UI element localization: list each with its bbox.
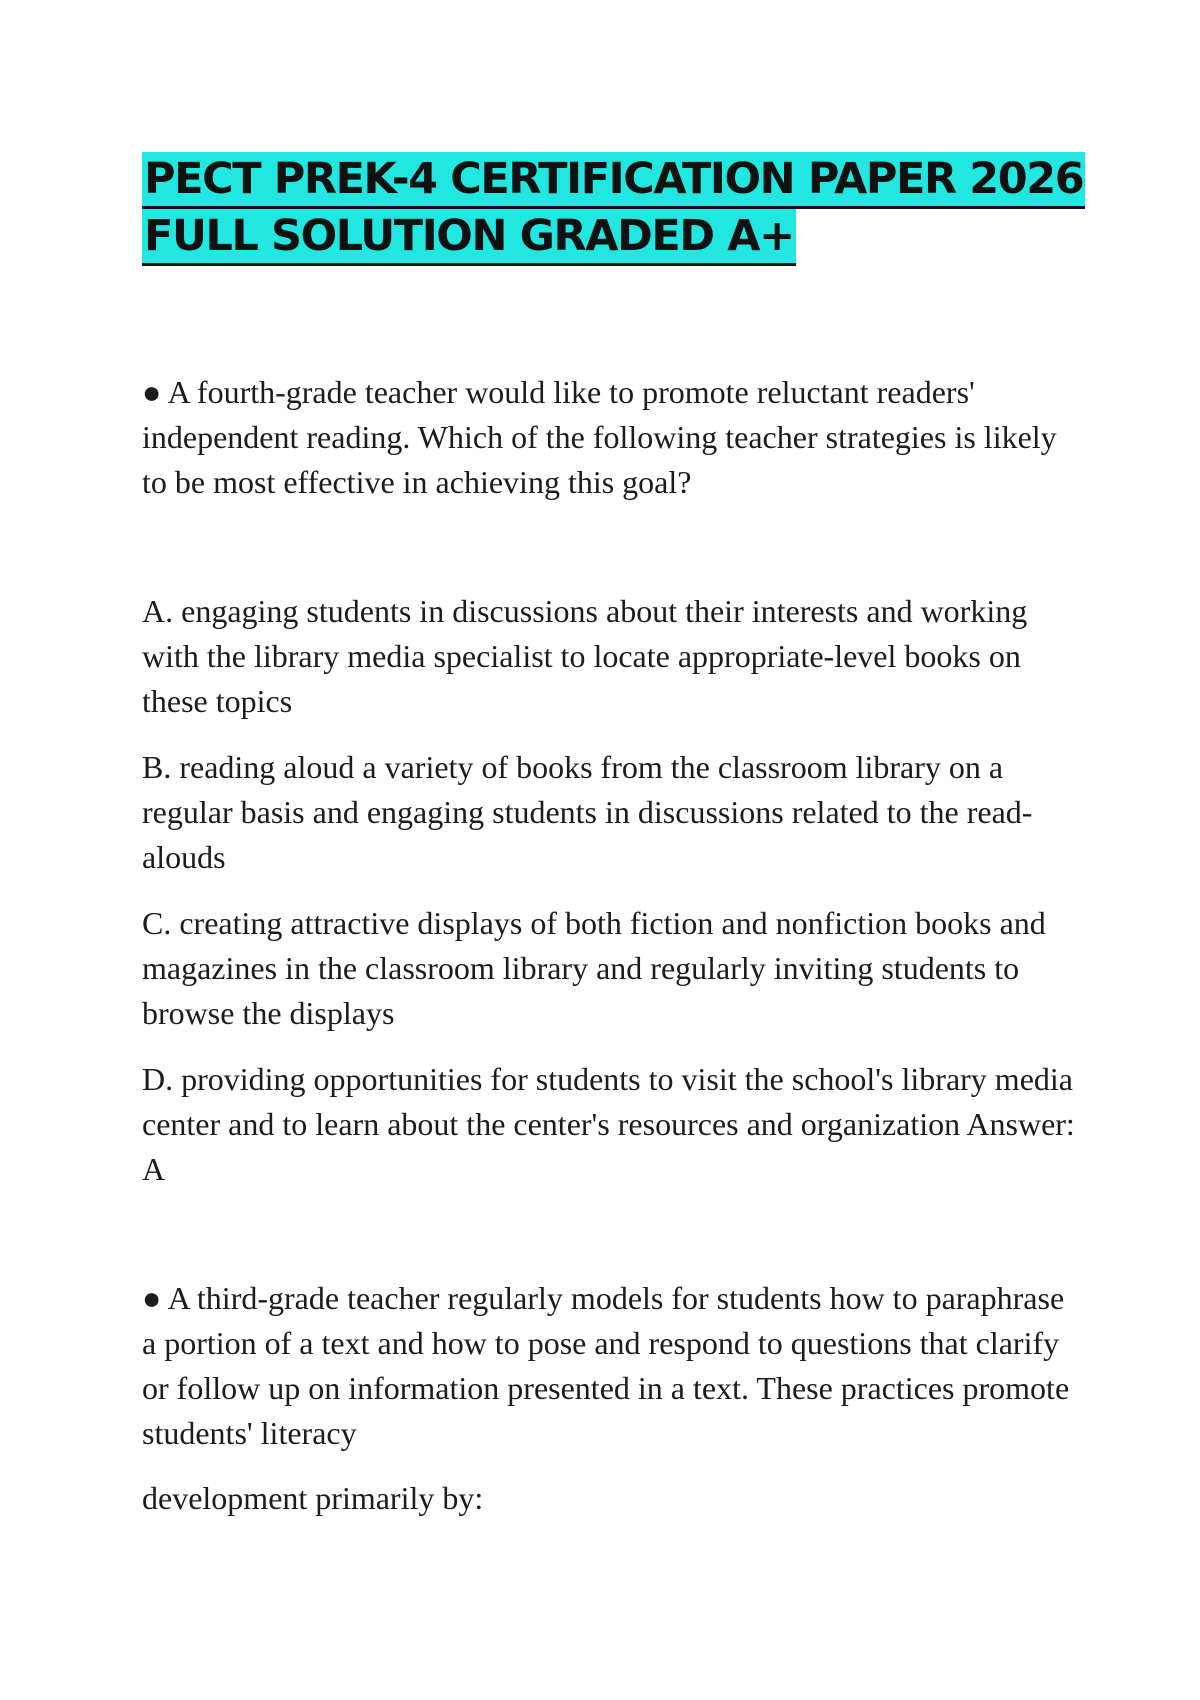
title-line-2: FULL SOLUTION GRADED A+ [142,209,796,266]
document-title [142,152,1082,266]
question-1-option-b: B. reading aloud a variety of books from the classroom library on a regular basis and engaging students in discussions related to the read-alouds [142,749,1033,875]
title-line-1: PECT PREK-4 CERTIFICATION PAPER 2026 [142,152,1085,209]
question-1-option-d: D. providing opportunities for students to visit the school's library media center and to learn about the center's resources and organization Answer: A [142,1061,1075,1187]
question-1-option-c: C. creating attractive displays of both fiction and nonfiction books and magazines in the classroom library and regularly inviting students to browse the displays [142,905,1046,1031]
question-2-stem: ● A third-grade teacher regularly models for students how to paraphrase a portion of a text and how to pose and respond to questions that clarify or follow up on information presented in a text. These practices promote students' literacy [142,1280,1070,1451]
question-1-option-a: A. engaging students in discussions about their interests and working with the library media specialist to locate appropriate-level books on these topics [142,593,1028,719]
question-1-stem: ● A fourth-grade teacher would like to promote reluctant readers' independent reading. Which of the following teacher strategies is likely to be most effective in achieving this goal? [142,374,1057,500]
question-2-stem-continued: development primarily by: [142,1480,484,1516]
